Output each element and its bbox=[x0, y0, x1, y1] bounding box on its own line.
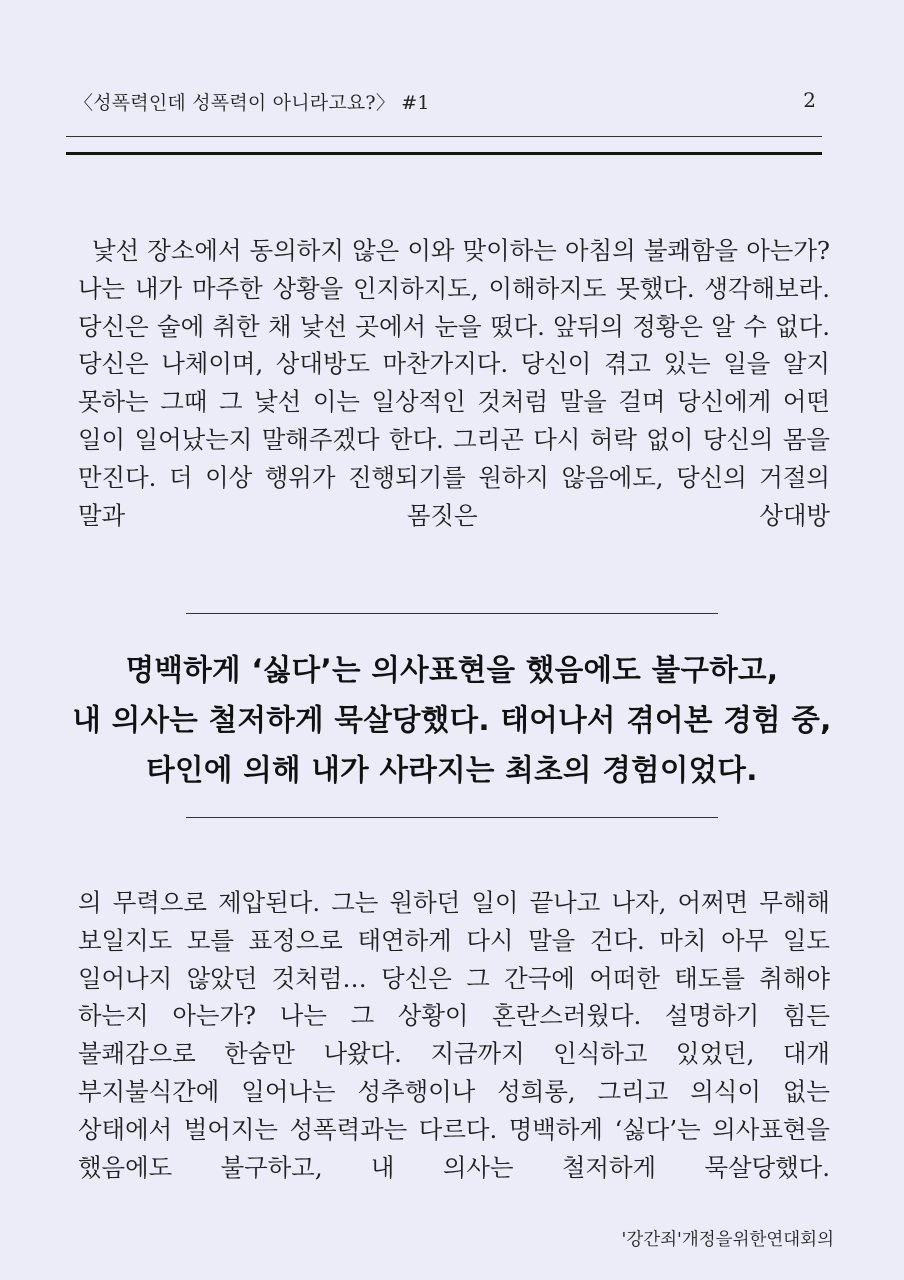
pull-quote bbox=[40, 645, 864, 795]
series-title: 〈성폭력인데 성폭력이 아니라고요?〉 #1 bbox=[74, 92, 430, 114]
pull-quote-divider-top bbox=[186, 613, 718, 614]
pull-quote-line: 타인에 의해 내가 사라지는 최초의 경험이었다. bbox=[146, 753, 758, 787]
footer-organization: '강간죄'개정을위한연대회의 bbox=[621, 1230, 834, 1250]
header-divider-thin bbox=[66, 136, 822, 137]
body-paragraph-bottom: 의 무력으로 제압된다. 그는 원하던 일이 끝나고 나자, 어쩌면 무해해 보일지도 모를 표정으로 태연하게 다시 말을 건다. 마치 아무 일도 일어나지 않았던 것처럼… 당신은 그 간극에 어떠한 태도를 취해야 하는지 아는가? 나는 그 상황이 혼란스러웠다. 설명하기 힘든 불쾌감으로 한숨만 나왔다. 지금까지 인식하고 있었던, 대개 부지불식간에 일어나는 성추행이나 성희롱, 그리고 의식이 없는 상태에서 벌어지는 성폭력과는 다르다. 명백하게 ‘싫다’는 의사표현을 했음에도 불구하고, 내 의사는 철저하게 묵살당했다. bbox=[78, 888, 830, 1182]
body-paragraph-top: 낯선 장소에서 동의하지 않은 이와 맞이하는 아침의 불쾌함을 아는가? 나는 내가 마주한 상황을 인지하지도, 이해하지도 못했다. 생각해보라. 당신은 술에 취한 채 낯선 곳에서 눈을 떴다. 앞뒤의 정황은 알 수 없다. 당신은 나체이며, 상대방도 마찬가지다. 당신이 겪고 있는 일을 알지 못하는 그때 그 낯선 이는 일상적인 것처럼 말을 걸며 당신에게 어떤 일이 일어났는지 말해주겠다 한다. 그리곤 다시 허락 없이 당신의 몸을 만진다. 더 이상 행위가 진행되기를 원하지 않음에도, 당신의 거절의 말과 몸짓은 상대방 bbox=[78, 236, 830, 530]
header-divider-thick bbox=[66, 152, 822, 155]
pull-quote-divider-bottom bbox=[186, 817, 718, 818]
pull-quote-line: 명백하게 ‘싫다’는 의사표현을 했음에도 불구하고, bbox=[125, 653, 779, 687]
pull-quote-line: 내 의사는 철저하게 묵살당했다. 태어나서 겪어본 경험 중, bbox=[72, 703, 832, 737]
page-number: 2 bbox=[803, 88, 816, 112]
